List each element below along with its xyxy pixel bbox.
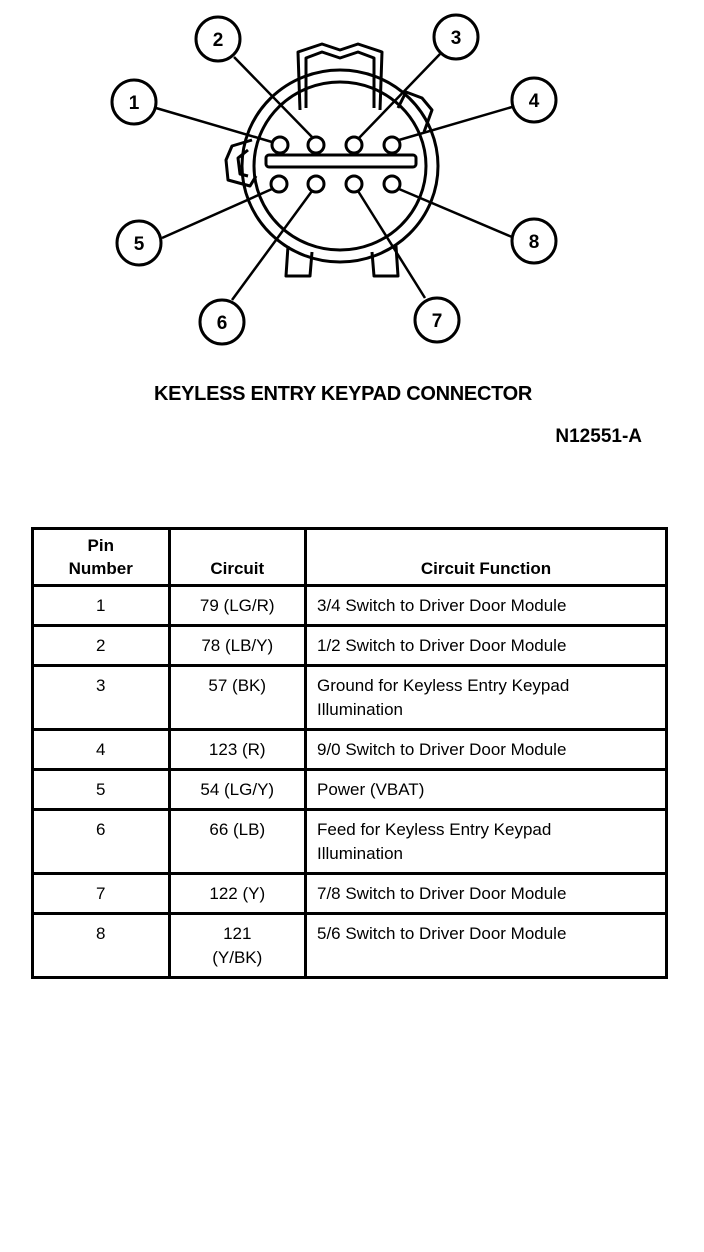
cell-circuit [169,586,305,626]
pin-hole-1 [272,137,288,153]
table-row [33,770,667,810]
cell-circuit-line1: 78 (LB/Y) [201,636,274,655]
cell-circuit-line1: 57 (BK) [208,676,267,695]
cell-circuit [169,874,305,914]
header-pin-number [33,529,170,586]
cell-circuit-function [305,666,666,730]
callout-1 [112,80,156,124]
cell-pin-number: 5 [33,770,170,810]
cell-circuit-function [305,874,666,914]
cell-circuit [169,626,305,666]
cell-function-line1: 9/0 Switch to Driver Door Module [316,740,567,759]
cell-circuit-line2: (Y/BK) [212,948,263,967]
cell-circuit-function [305,914,666,978]
pin-callouts [112,15,556,344]
cell-circuit [169,666,305,730]
callout-5 [117,221,161,265]
callout-4 [512,78,556,122]
callout-label-6: 6 [216,313,228,334]
cell-circuit [169,730,305,770]
cell-circuit [169,914,305,978]
table-row [33,810,667,874]
cell-circuit [169,770,305,810]
callout-label-4: 4 [528,91,540,112]
table-header-row [33,529,667,586]
cell-function-line2: Illumination [316,700,403,719]
callout-label-8: 8 [528,232,540,253]
connector-housing [226,44,438,276]
callout-label-7: 7 [431,311,443,332]
pin-hole-4 [384,137,400,153]
diagram-title: KEYLESS ENTRY KEYPAD CONNECTOR [153,383,533,405]
callout-label-3: 3 [450,28,462,49]
cell-pin-number: 3 [33,666,170,730]
cell-circuit-line1: 123 (R) [208,740,266,759]
cell-function-line1: 3/4 Switch to Driver Door Module [316,596,567,615]
connector-diagram [0,0,704,370]
cell-function-line1: 7/8 Switch to Driver Door Module [316,884,567,903]
pin-hole-3 [346,137,362,153]
cell-circuit-line1: 121 [223,924,252,943]
cell-function-line1: Ground for Keyless Entry Keypad [316,676,570,695]
callout-8 [512,219,556,263]
pinout-table [31,527,668,979]
table-row [33,730,667,770]
table-row [33,586,667,626]
cell-circuit-function [305,770,666,810]
cell-function-line2: Illumination [316,844,403,863]
pin-hole-7 [346,176,362,192]
table-row [33,666,667,730]
header-circuit: Circuit [169,529,305,586]
cell-circuit [169,810,305,874]
table-row [33,914,667,978]
callout-2 [196,17,240,61]
leader-8 [399,189,512,237]
cell-circuit-function [305,730,666,770]
cell-circuit-function [305,810,666,874]
pin-holes [271,137,400,192]
cell-circuit-function [305,586,666,626]
leader-6 [232,191,312,300]
cell-pin-number: 6 [33,810,170,874]
table-row [33,626,667,666]
cell-function-line1: Feed for Keyless Entry Keypad [316,820,552,839]
header-circuit-function: Circuit Function [305,529,666,586]
pin-hole-8 [384,176,400,192]
cell-pin-number: 8 [33,914,170,978]
callout-label-1: 1 [128,93,140,114]
callout-label-2: 2 [212,30,224,51]
pin-hole-6 [308,176,324,192]
callout-6 [200,300,244,344]
cell-circuit-line1: 79 (LG/R) [199,596,275,615]
cell-function-line1: Power (VBAT) [316,780,425,799]
cell-circuit-line1: 66 (LB) [209,820,266,839]
cell-function-line1: 1/2 Switch to Driver Door Module [316,636,567,655]
cell-pin-number: 2 [33,626,170,666]
pin-hole-2 [308,137,324,153]
cell-circuit-line1: 122 (Y) [209,884,266,903]
cell-circuit-line1: 54 (LG/Y) [200,780,275,799]
cell-pin-number: 7 [33,874,170,914]
figure-id: N12551-A [555,426,642,447]
header-pin-line1: Pin [87,536,114,555]
cell-pin-number: 4 [33,730,170,770]
cell-function-line1: 5/6 Switch to Driver Door Module [316,924,567,943]
pin-hole-5 [271,176,287,192]
leader-1 [156,108,272,142]
cell-circuit-function [305,626,666,666]
leader-4 [399,107,512,140]
callout-7 [415,298,459,342]
callout-3 [434,15,478,59]
callout-label-5: 5 [133,234,145,255]
header-pin-line2: Number [68,559,133,578]
cell-pin-number: 1 [33,586,170,626]
table-row [33,874,667,914]
